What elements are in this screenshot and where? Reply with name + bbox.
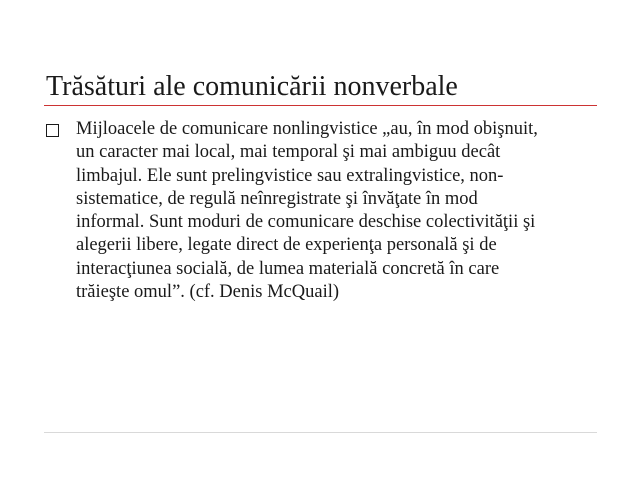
paragraph-line: limbajul. Ele sunt prelingvistice sau extralingvistice, non-	[76, 165, 504, 186]
paragraph-line: informal. Sunt moduri de comunicare deschise colectivităţii şi	[76, 212, 536, 233]
footer-divider	[44, 432, 597, 433]
title-underline	[44, 105, 597, 106]
paragraph-line: un caracter mai local, mai temporal şi mai ambiguu decât	[76, 142, 501, 163]
paragraph-line: trăieşte omul”. (cf. Denis McQuail)	[76, 282, 340, 303]
paragraph-line: alegerii libere, legate direct de experienţa personală şi de	[76, 235, 497, 256]
paragraph-line: interacţiunea socială, de lumea materială concretă în care	[76, 258, 500, 279]
slide-title: Trăsături ale comunicării nonverbale	[46, 71, 458, 102]
paragraph-line: sistematice, de regulă neînregistrate şi învăţate în mod	[76, 188, 478, 209]
bullet-paragraph	[76, 118, 616, 304]
paragraph-line: Mijloacele de comunicare nonlingvistice „au, în mod obişnuit,	[76, 119, 538, 139]
hollow-square-bullet-icon	[46, 124, 59, 137]
